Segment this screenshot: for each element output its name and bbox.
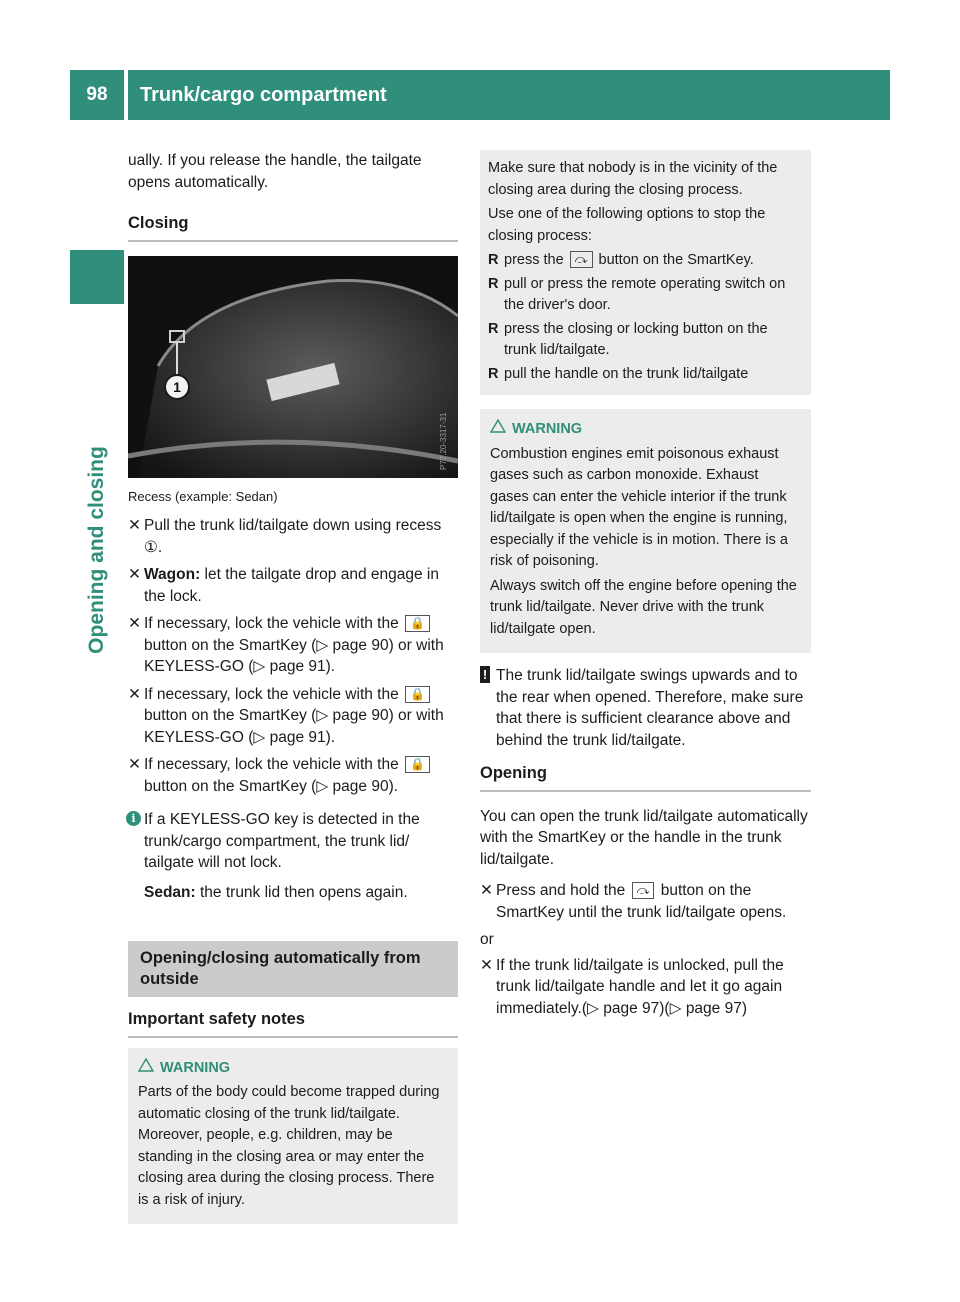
warning-title: WARNING	[138, 1058, 448, 1080]
step-marker: ✕	[480, 882, 493, 899]
step-marker: ✕	[128, 756, 141, 773]
step-marker: ✕	[128, 517, 141, 534]
step-lock-1: ✕ If necessary, lock the vehicle with the 🔒 button on the SmartKey (▷ page 90) or with KEYLESS-GO (▷ page 91).	[128, 615, 444, 675]
warning-box-exhaust	[480, 409, 811, 653]
lock-key-icon: 🔒	[405, 615, 430, 632]
side-tab-label: Opening and closing	[85, 446, 108, 654]
step-press-hold: ✕ Press and hold the ⤼ button on the SmartKey until the trunk lid/tailgate opens.	[480, 882, 787, 921]
opening-intro: You can open the trunk lid/tailgate automatically with the SmartKey or the handle in the trunk lid/tailgate.	[480, 807, 808, 868]
page-number: 98	[70, 70, 124, 120]
section-heading: Opening/closing automatically from outside	[128, 941, 458, 997]
intro-text: ually. If you release the handle, the tailgate opens automatically.	[128, 152, 422, 191]
material-damage-note: ! The trunk lid/tailgate swings upwards and to the rear when opened. Therefore, make sure that there is sufficient clearance above and behind the trunk lid/tailgate.	[480, 665, 811, 751]
right-column	[480, 150, 811, 1025]
step-lock-3: ✕ If necessary, lock the vehicle with the 🔒 button on the SmartKey (▷ page 90).	[128, 754, 458, 797]
opening-heading: Opening	[480, 763, 811, 792]
warning-triangle-icon	[138, 1058, 154, 1080]
photo-callout: 1	[173, 378, 181, 395]
stop-option: R pull the handle on the trunk lid/tailgate	[488, 365, 749, 382]
box-text-1: Make sure that nobody is in the vicinity of the closing area during the closing process.	[488, 160, 778, 198]
lock-key-icon: 🔒	[405, 686, 430, 703]
warning-text: Parts of the body could become trapped during automatic closing of the trunk lid/tailgate. Moreover, people, e.g. children, may be standing in the closing area or may enter the closing area during the closing process. There is a risk of injury.	[138, 1084, 440, 1208]
trunk-button-icon: ⤼	[632, 882, 655, 899]
step-marker: ✕	[128, 566, 141, 583]
warning-continued-box	[480, 150, 811, 395]
safety-heading: Important safety notes	[128, 1009, 458, 1038]
stop-option: R pull or press the remote operating switch on the driver's door.	[488, 275, 786, 313]
photo-caption: Recess (example: Sedan)	[128, 488, 278, 504]
warning-triangle-icon	[490, 419, 506, 441]
or-text: or	[480, 931, 494, 948]
step-lock-2: ✕ If necessary, lock the vehicle with the 🔒 button on the SmartKey (▷ page 90) or with KEYLESS-GO (▷ page 91).	[128, 685, 444, 746]
step-marker: ✕	[128, 685, 141, 703]
photo-code: P77.20-3317-31	[439, 412, 448, 470]
trunk-recess-photo	[128, 256, 458, 478]
step-pull-down: ✕ Pull the trunk lid/tailgate down using recess ①.	[128, 517, 442, 556]
warning-box	[128, 1048, 458, 1225]
warning-text: Combustion engines emit poisonous exhaust gases such as carbon monoxide. Exhaust gases can enter the vehicle interior if the trunk lid/tailgate is open when the engine is running, especially if the vehicle is in motion. There is a risk of poisoning.	[490, 445, 788, 569]
step-pull-handle: ✕ If the trunk lid/tailgate is unlocked, pull the trunk lid/tailgate handle and let it go again immediately.(▷ page 97)(▷ page 97)	[480, 956, 784, 1017]
warning-text: Always switch off the engine before opening the trunk lid/tailgate. Never drive with the trunk lid/tailgate open.	[490, 577, 797, 637]
box-text-2: Use one of the following options to stop the closing process:	[488, 206, 766, 244]
chapter-title: Trunk/cargo compartment	[128, 70, 890, 120]
closing-heading: Closing	[128, 213, 458, 242]
lock-key-icon: 🔒	[405, 756, 430, 773]
trunk-illustration	[128, 256, 458, 478]
info-icon: i	[126, 811, 141, 826]
info-note: i If a KEYLESS-GO key is detected in the trunk/cargo compartment, the trunk lid/ tailgate will not lock. Sedan: the trunk lid then opens again.	[128, 809, 458, 903]
step-marker: ✕	[480, 956, 493, 974]
step-wagon: ✕ Wagon: let the tailgate drop and engage in the lock.	[128, 566, 439, 605]
step-marker: ✕	[128, 615, 141, 632]
sedan-note: Sedan: the trunk lid then opens again.	[144, 883, 408, 901]
warning-title: WARNING	[490, 419, 801, 441]
left-column	[128, 150, 458, 1224]
exclamation-icon: !	[480, 666, 490, 683]
recess-symbol: ①	[144, 538, 158, 556]
stop-option: R press the ⤼ button on the SmartKey.	[488, 252, 754, 268]
stop-option: R press the closing or locking button on the trunk lid/tailgate.	[488, 320, 768, 358]
side-tab-marker	[70, 250, 124, 304]
trunk-button-icon: ⤼	[570, 251, 593, 268]
